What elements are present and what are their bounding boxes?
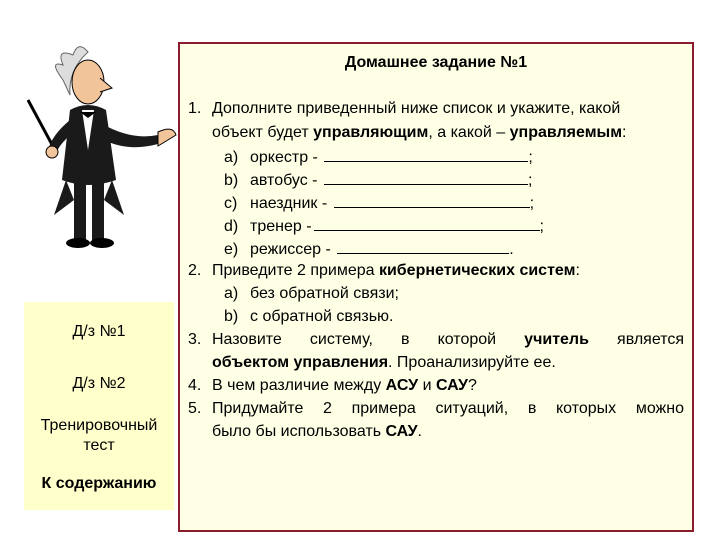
task-3-line2: объектом управления. Проанализируйте ее. bbox=[212, 354, 556, 371]
task-number: 5. bbox=[188, 400, 202, 417]
sidebar-link-contents[interactable]: К содержанию bbox=[41, 475, 157, 492]
task-5-line1: Придумайте 2 примера ситуаций, в которых можно bbox=[212, 400, 684, 417]
list-item: b) автобус - ; bbox=[224, 169, 532, 191]
list-item: c) наездник - ; bbox=[224, 192, 534, 214]
answer-blank[interactable] bbox=[324, 169, 528, 185]
task-5-line2: было бы использовать САУ. bbox=[212, 423, 422, 440]
answer-blank[interactable] bbox=[334, 192, 530, 208]
practice-test-line2: тест bbox=[83, 437, 115, 454]
answer-blank[interactable] bbox=[324, 146, 528, 162]
task-number: 1. bbox=[188, 100, 202, 117]
list-item: b) с обратной связью. bbox=[224, 308, 394, 325]
task-3-line1: Назовите систему, в которой учитель является bbox=[212, 331, 684, 348]
list-item: e) режиссер - . bbox=[224, 238, 514, 260]
homework-panel bbox=[178, 42, 694, 532]
task-4-line: В чем различие между АСУ и САУ? bbox=[212, 377, 477, 394]
list-item: d) тренер - ; bbox=[224, 215, 544, 237]
answer-blank[interactable] bbox=[314, 215, 540, 231]
task-number: 3. bbox=[188, 331, 202, 348]
sidebar-link-hw2[interactable]: Д/з №2 bbox=[72, 375, 126, 392]
practice-test-line1: Тренировочный bbox=[40, 417, 158, 434]
sidebar-nav bbox=[24, 302, 174, 510]
sidebar-link-hw1[interactable]: Д/з №1 bbox=[72, 323, 126, 340]
task-1-line2: объект будет управляющим, а какой – управляемым: bbox=[212, 124, 627, 141]
page-title: Домашнее задание №1 bbox=[344, 54, 528, 71]
task-number: 2. bbox=[188, 262, 202, 279]
task-2-line: Приведите 2 примера кибернетических систем: bbox=[212, 262, 580, 279]
answer-blank[interactable] bbox=[337, 238, 509, 254]
task-1-line1: Дополните приведенный ниже список и укажите, какой bbox=[212, 100, 621, 117]
list-item: a) оркестр - ; bbox=[224, 146, 533, 168]
conductor-illustration bbox=[8, 40, 178, 250]
sidebar-link-practice-test[interactable] bbox=[24, 416, 174, 456]
task-number: 4. bbox=[188, 377, 202, 394]
list-item: a) без обратной связи; bbox=[224, 285, 399, 302]
